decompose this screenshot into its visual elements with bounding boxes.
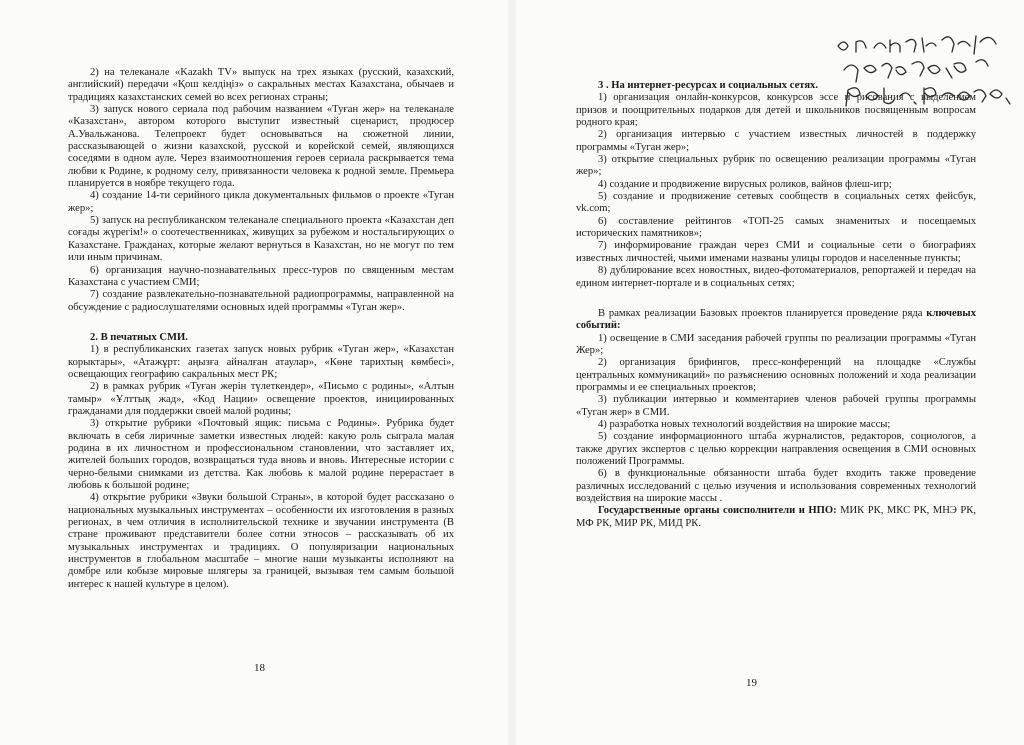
left-text-column — [68, 67, 454, 591]
paragraph: 2) на телеканале «Kazakh TV» выпуск на трех языках (русский, казахский, английский) передачи «Қош келдіңіз» о сакральных местах Казахстана, обычаев и традициях казахстанских семей во всех регионах страны; — [68, 67, 454, 103]
paragraph: 7) создание развлекательно-познавательной радиопрограммы, направленной на обсуждение с радиослушателями основных идей программы «Туган жер». — [68, 289, 454, 313]
page-number: 19 — [746, 677, 757, 689]
right-text-column — [576, 80, 976, 530]
list-item: 4) разработка новых технологий воздействия на широкие массы; — [598, 418, 891, 430]
list-item: 4) создание и продвижение вирусных роликов, вайнов флеш-игр; — [598, 178, 892, 190]
agencies-line — [576, 505, 976, 530]
list-item: 3) публикации интервью и комментариев членов рабочей группы программы «Туган жер» в СМИ. — [576, 394, 976, 418]
paragraph: 5) запуск на республиканском телеканале специального проекта «Казахстан деп соғады жүрегім!» о соотечественниках, живущих за рубежом и ностальгирующих о Казахстане. Гражданах, которые желают вернуться в Казахстан, но не могут по тем или иным причинам. — [68, 215, 454, 264]
page-number: 18 — [254, 662, 265, 674]
list-item: 3) открытие специальных рубрик по освещению реализации программы «Туган жер»; — [576, 154, 976, 178]
paragraph: 3) открытие рубрики «Почтовый ящик: письма с Родины». Рубрика будет включать в себя лиричные заметки известных людей: какую роль сыграла малая родина в их личностном и профессиональном становлении, что заставляет их, жителей больших городов, возвращаться туда вновь и вновь. Интересные истории с черно-белыми снимками из детства. Как любовь к малой родине перерастает в любовь к большой родине; — [68, 418, 454, 491]
list-item: 8) дублирование всех новостных, видео-фотоматериалов, репортажей и передач на едином интернет-портале и в социальных сетях; — [576, 265, 976, 289]
key-events-intro-text: В рамках реализации Базовых проектов планируется проведение ряда — [598, 307, 923, 319]
list-item: 5) создание информационного штаба журналистов, редакторов, социологов, а также других экспертов с целью коррекции направления освещения в СМИ основных положений Программы. — [576, 431, 976, 467]
list-item: 5) создание и продвижение сетевых сообществ в социальных сетях фейсбук, vk.com; — [576, 191, 976, 215]
handwritten-note — [830, 28, 1020, 123]
book-gutter — [508, 0, 516, 745]
list-item: 7) информирование граждан через СМИ и социальные сети о биографиях известных личностей, чьими именами названы улицы городов и населенные пункты; — [576, 240, 976, 264]
paragraph: 4) создание 14-ти серийного цикла документальных фильмов о проекте «Туган жер»; — [68, 190, 454, 214]
paragraph: 3) запуск нового сериала под рабочим названием «Туған жер» на телеканале «Казахстан», автором которого выступит известный сценарист, продюсер А.Увальжанова. Телепроект будет основываться на сюжетной линии, рассказывающей о жизни казахской, русской и корейской семей, являющихся соседями в одном ауле. Через взаимоотношения героев сериала раскрывается тема любви к Родине, к родному селу, привязанности человека к родной земле. Премьера планируется в ноябре текущего года. — [68, 104, 454, 190]
left-page — [0, 0, 508, 745]
section-heading: 2. В печатных СМИ. — [90, 331, 188, 343]
agencies-list: МИК РК, МКС РК, МНЭ РК, МФ РК, МИР РК, МИД РК. — [576, 505, 976, 529]
paragraph: 1) в республиканских газетах запуск новых рубрик «Туган жер», «Казахстан корыктары», «Атажұрт: аңызға айналған атаулар», «Көне тарихтың көмбесі», освещающих географию сакральных мест РК; — [68, 344, 454, 380]
key-events-label: ключевых событий: — [576, 307, 976, 332]
section-heading: 3 . На интернет-ресурсах и социальных сетях. — [598, 80, 819, 91]
paragraph: 4) открытие рубрики «Звуки большой Страны», в которой будет рассказано о национальных музыкальных инструментах – особенности их изготовления в разных регионах, в чем отличия в исполнительской технике и звучании инструмента (В стране проживают представители более сотни этносов – рассказывать об их музыкальных инструментах и традициях. О популяризации национальных инструментов в глобальном масштабе – многие наши музыканты исполняют на домбре или кобызе мировые шлягеры за границей, вызывая тем самым большой интерес к нашей культуре в целом). — [68, 492, 454, 590]
list-item: 1) освещение в СМИ заседания рабочей группы по реализации программы «Туган Жер»; — [576, 332, 976, 356]
agencies-label: Государственные органы соисполнители и НПО: — [598, 505, 837, 517]
list-item: 2) организация брифингов, пресс-конференций на площадке «Службы центральных коммуникаций» по разъяснению основных положений и хода реализации программы и ее специальных проектов; — [576, 357, 976, 393]
paragraph: 2) в рамках рубрик «Туған жерін түлеткендер», «Письмо с родины», «Алтын тамыр» «Ұлттық жад», «Код Нации» освещение проектов, инициированных гражданами для поддержки своей малой родины; — [68, 381, 454, 417]
list-item: 6) в функциональные обязанности штаба будет входить также проведение различных исследований с целью изучения и использования современных технологий воздействия на широкие массы . — [576, 468, 976, 504]
list-item: 6) составление рейтингов «ТОП-25 самых знаменитых и посещаемых исторических памятников»; — [576, 215, 976, 240]
paragraph: 6) организация научно-познавательных пресс-туров по священным местам Казахстана с участием СМИ; — [68, 264, 454, 288]
list-item: 2) организация интервью с участием известных личностей в поддержку программы «Туган жер»; — [576, 129, 976, 153]
key-events-intro — [576, 308, 976, 333]
list-item: 1) организация онлайн-конкурсов, конкурсов эссе и рисования с выделением призов и поощрительных подарков для детей и школьников посвященным вопросам родного края; — [576, 92, 976, 129]
